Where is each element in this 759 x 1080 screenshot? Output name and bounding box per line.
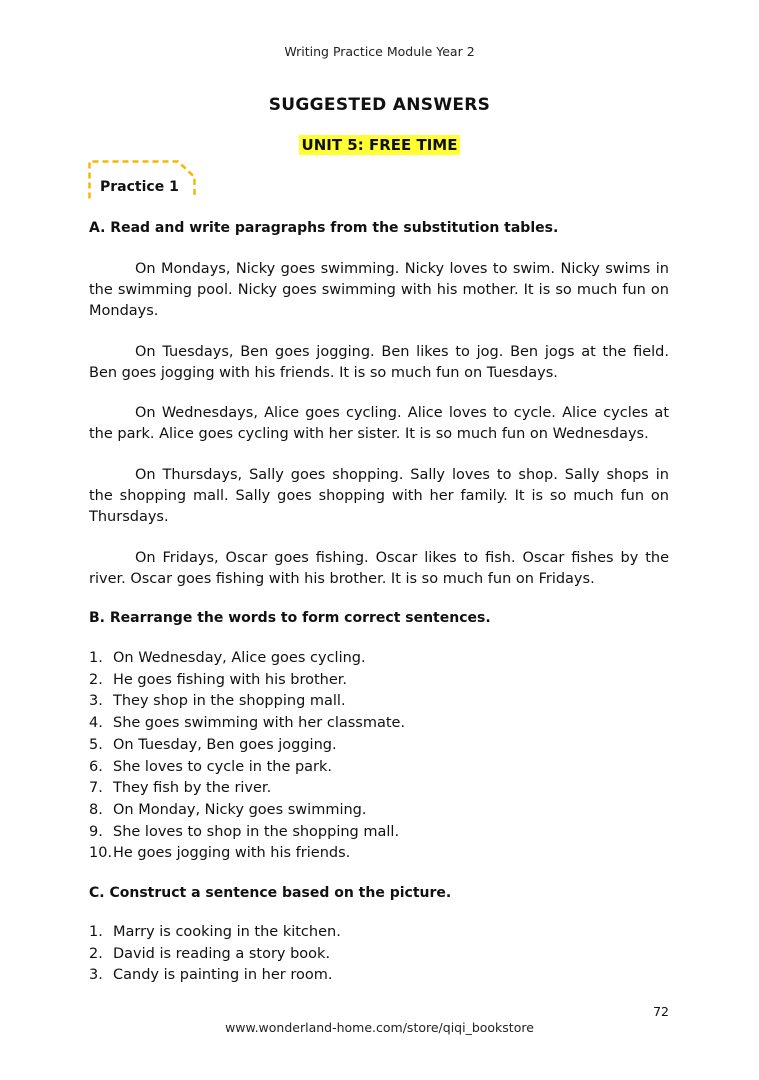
section-a-paragraph: On Fridays, Oscar goes fishing. Oscar likes to fish. Oscar fishes by the river. Oscar goes fishing with his brother. It is so much fun on Fridays. (89, 550, 669, 587)
list-item (89, 713, 669, 735)
list-item-text: He goes fishing with his brother. (113, 671, 348, 688)
list-item-text: She loves to cycle in the park. (113, 758, 333, 775)
section-a-paragraph: On Thursdays, Sally goes shopping. Sally loves to shop. Sally shops in the shopping mall. Sally goes shopping with her family. It is so much fun on Thursdays. (89, 467, 669, 525)
practice-badge (88, 160, 196, 200)
list-item (89, 691, 669, 713)
list-item (89, 778, 669, 800)
list-item-text: On Wednesday, Alice goes cycling. (113, 650, 366, 666)
section-a-heading: A. Read and write paragraphs from the substitution tables. (89, 220, 559, 236)
section-c-list (89, 922, 669, 987)
section-a-paragraph: On Mondays, Nicky goes swimming. Nicky loves to swim. Nicky swims in the swimming pool. Nicky goes swimming with his mother. It is so much fun on Mondays. (89, 261, 669, 319)
list-item-number: 1. (89, 650, 103, 666)
section-b-heading: B. Rearrange the words to form correct sentences. (89, 610, 491, 626)
list-item (89, 965, 669, 987)
section-b-list (89, 648, 669, 865)
list-item-text: They shop in the shopping mall. (113, 693, 346, 710)
list-item-number: 7. (89, 780, 103, 797)
unit-title-wrap (0, 135, 759, 155)
list-item-text: On Tuesday, Ben goes jogging. (113, 736, 337, 753)
list-item (89, 922, 669, 944)
practice-label: Practice 1 (100, 179, 179, 195)
list-item-text: David is reading a story book. (113, 945, 331, 962)
list-item-number: 8. (89, 801, 103, 818)
list-item-number: 2. (89, 945, 103, 962)
section-a-paragraph: On Wednesdays, Alice goes cycling. Alice loves to cycle. Alice cycles at the park. Alice goes cycling with her sister. It is so much fun on Wednesdays. (89, 405, 669, 442)
module-header: Writing Practice Module Year 2 (284, 44, 475, 59)
list-item-number: 3. (89, 693, 103, 710)
section-c-heading: C. Construct a sentence based on the picture. (89, 885, 452, 901)
list-item (89, 843, 669, 865)
list-item-text: She goes swimming with her classmate. (113, 715, 406, 732)
list-item (89, 648, 669, 670)
list-item-text: Candy is painting in her room. (113, 967, 333, 984)
list-item-number: 3. (89, 967, 103, 984)
list-item (89, 670, 669, 692)
list-item-number: 5. (89, 736, 103, 753)
list-item-number: 4. (89, 715, 103, 732)
list-item-text: On Monday, Nicky goes swimming. (113, 801, 367, 818)
list-item (89, 822, 669, 844)
list-item-number: 9. (89, 823, 103, 840)
page-title: SUGGESTED ANSWERS (268, 95, 491, 115)
list-item-text: Marry is cooking in the kitchen. (113, 924, 341, 940)
list-item-number: 10. (89, 845, 113, 862)
list-item-number: 1. (89, 924, 103, 940)
list-item (89, 735, 669, 757)
list-item-text: She loves to shop in the shopping mall. (113, 823, 400, 840)
list-item (89, 800, 669, 822)
list-item-number: 2. (89, 671, 103, 688)
list-item-number: 6. (89, 758, 103, 775)
unit-title: UNIT 5: FREE TIME (299, 135, 461, 155)
section-a-paragraph: On Tuesdays, Ben goes jogging. Ben likes to jog. Ben jogs at the field. Ben goes jogging with his friends. It is so much fun on Tuesdays. (89, 344, 669, 381)
page-number: 72 (653, 1004, 669, 1019)
list-item-text: He goes jogging with his friends. (113, 845, 351, 862)
list-item-text: They fish by the river. (113, 780, 272, 797)
footer-url: www.wonderland-home.com/store/qiqi_bookstore (225, 1020, 534, 1035)
list-item (89, 944, 669, 966)
list-item (89, 757, 669, 779)
